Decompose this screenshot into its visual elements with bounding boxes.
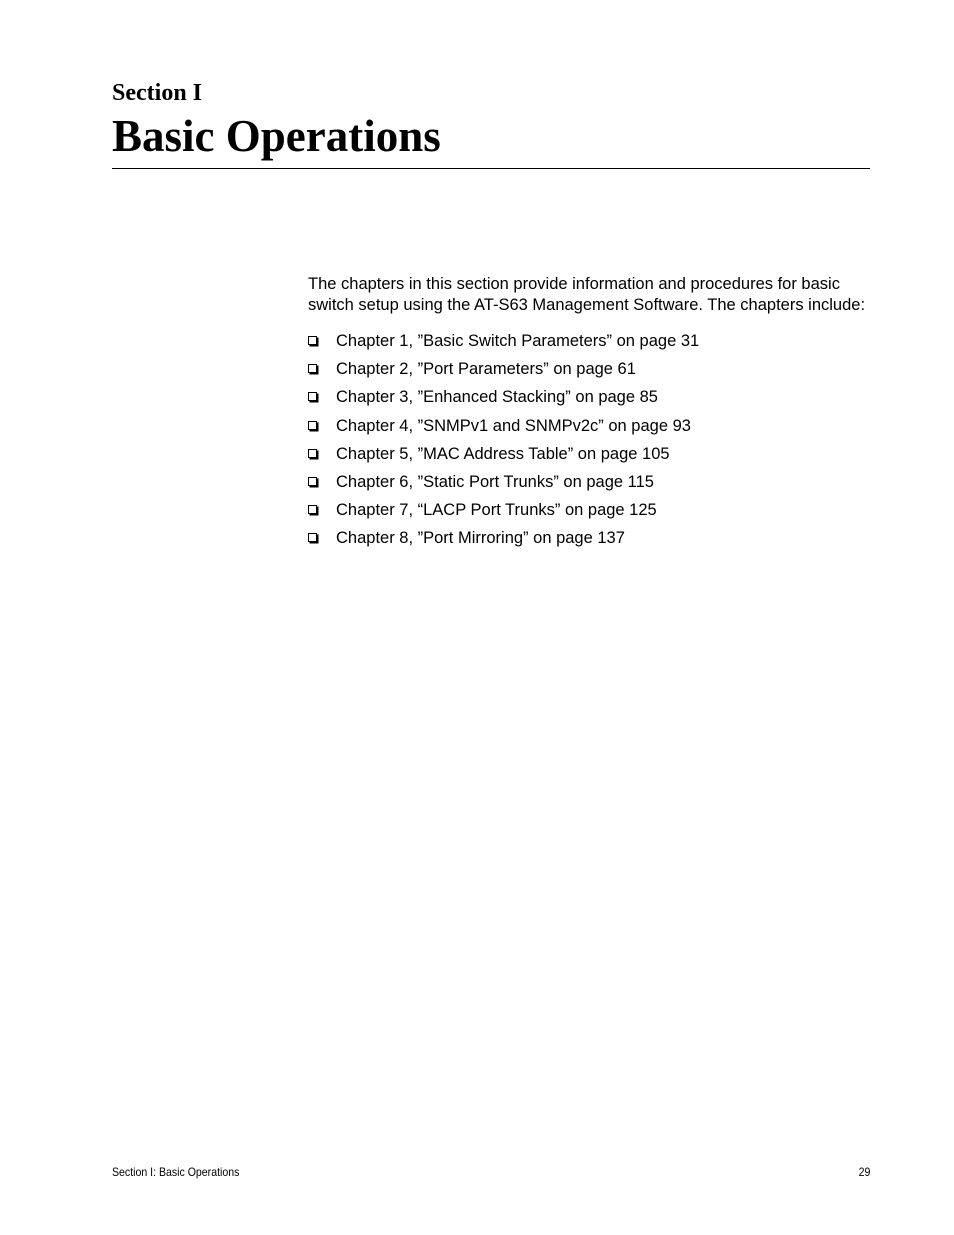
title-divider <box>112 168 870 169</box>
list-item <box>308 444 870 472</box>
chapter-reference: Chapter 6, ”Static Port Trunks” on page 115 <box>336 472 654 491</box>
hollow-square-bullet-icon <box>308 449 317 458</box>
chapter-reference: Chapter 8, ”Port Mirroring” on page 137 <box>336 529 625 548</box>
list-item <box>308 387 870 415</box>
section-content <box>308 274 870 557</box>
chapter-reference: Chapter 7, “LACP Port Trunks” on page 125 <box>336 501 657 520</box>
section-label: Section I <box>112 80 202 106</box>
hollow-square-bullet-icon <box>308 533 317 542</box>
list-item <box>308 472 870 500</box>
chapter-reference: Chapter 5, ”MAC Address Table” on page 105 <box>336 444 670 463</box>
hollow-square-bullet-icon <box>308 392 317 401</box>
page-number: 29 <box>858 1165 870 1179</box>
list-item <box>308 359 870 387</box>
chapter-reference: Chapter 1, ”Basic Switch Parameters” on page 31 <box>336 332 700 350</box>
hollow-square-bullet-icon <box>308 505 317 514</box>
hollow-square-bullet-icon <box>308 336 317 345</box>
hollow-square-bullet-icon <box>308 421 317 430</box>
page-title: Basic Operations <box>112 111 441 161</box>
chapter-list <box>308 331 870 557</box>
hollow-square-bullet-icon <box>308 477 317 486</box>
hollow-square-bullet-icon <box>308 364 317 373</box>
chapter-reference: Chapter 3, ”Enhanced Stacking” on page 85 <box>336 388 658 407</box>
list-item <box>308 500 870 528</box>
footer-section-title: Section I: Basic Operations <box>112 1165 240 1179</box>
chapter-reference: Chapter 2, ”Port Parameters” on page 61 <box>336 360 636 379</box>
list-item <box>308 331 870 359</box>
chapter-reference: Chapter 4, ”SNMPv1 and SNMPv2c” on page 93 <box>336 416 691 435</box>
intro-paragraph: The chapters in this section provide information and procedures for basic switch setup using the AT-S63 Management Software. The chapters include: <box>308 275 866 314</box>
list-item <box>308 416 870 444</box>
list-item <box>308 528 870 556</box>
